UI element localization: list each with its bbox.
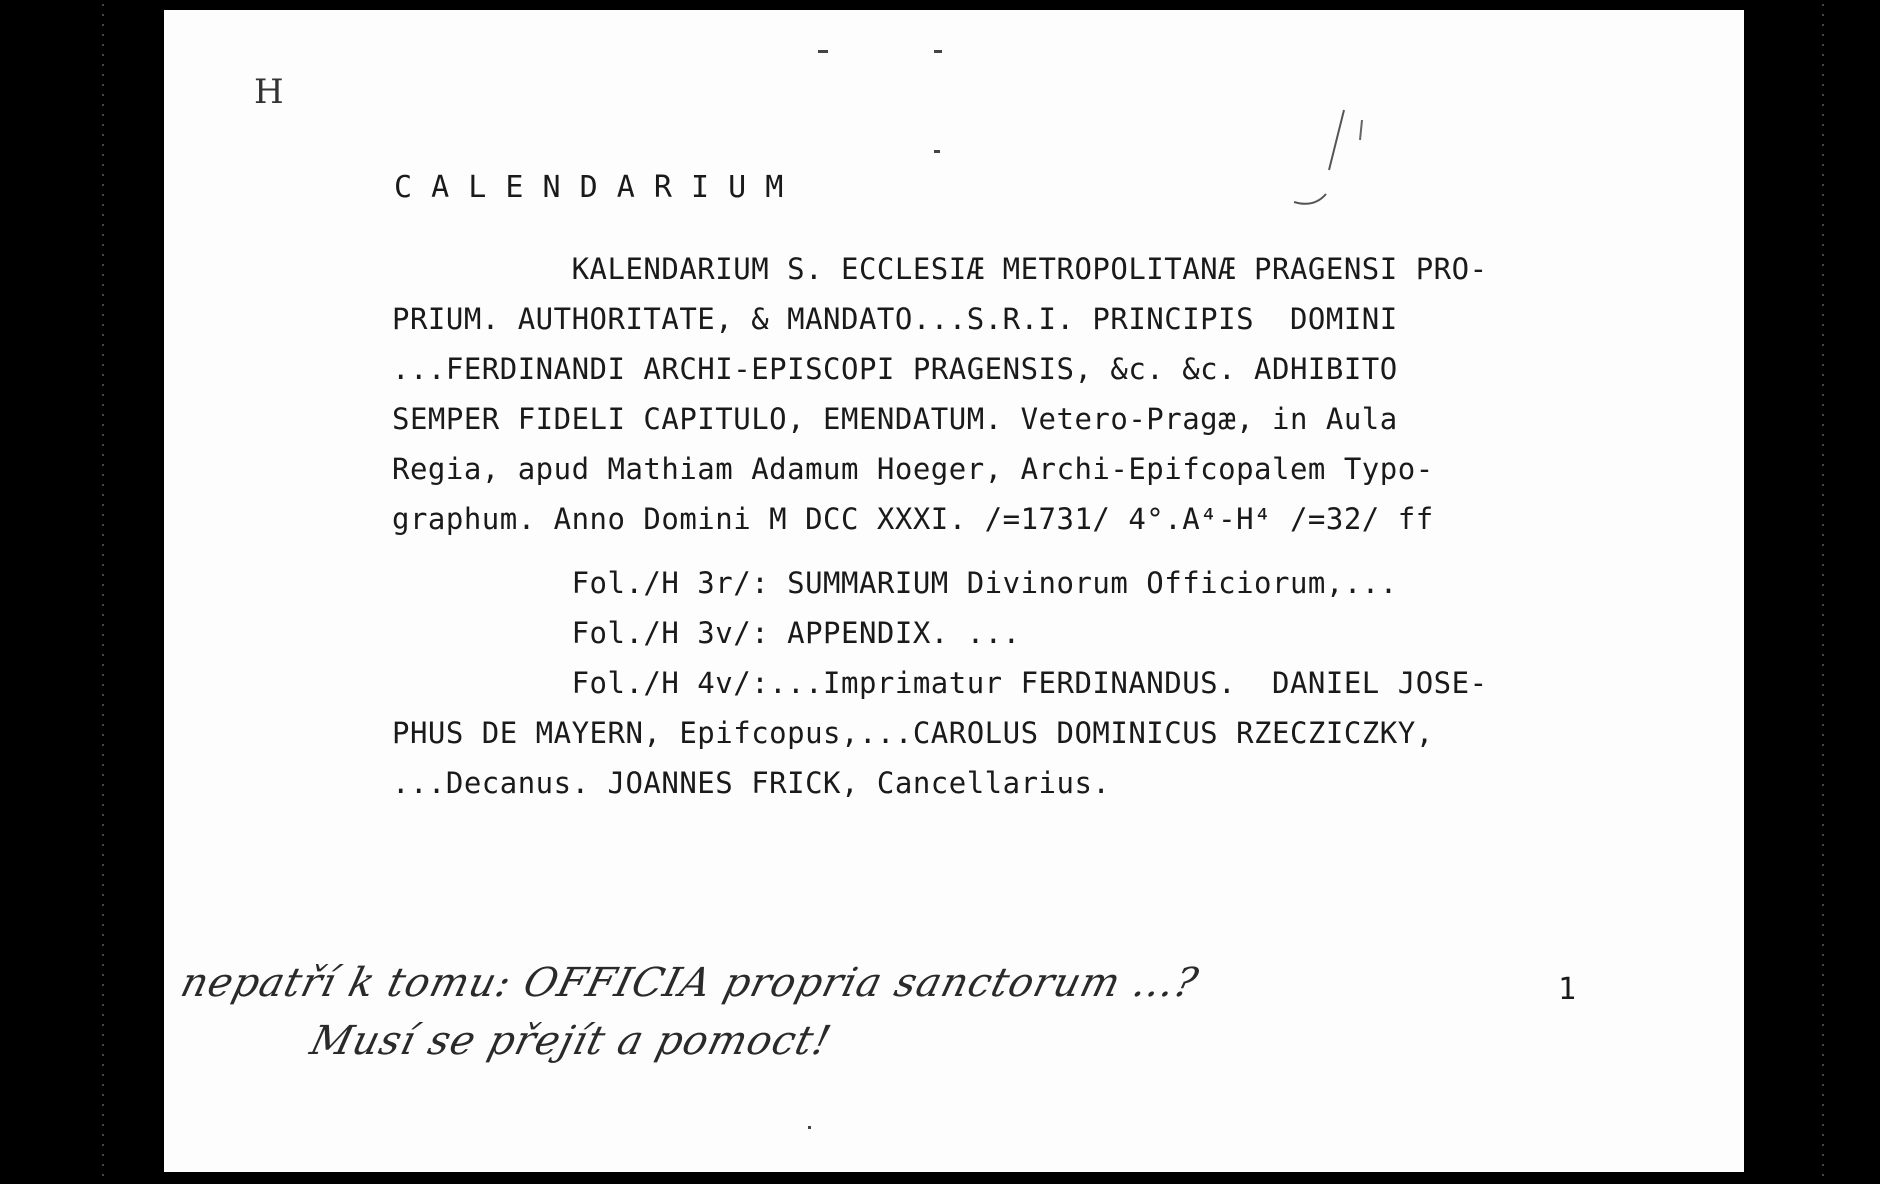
scan-speck xyxy=(934,50,942,53)
scan-speck xyxy=(808,1126,811,1129)
description-line: graphum. Anno Domini M DCC XXXI. /=1731/ 4°.A⁴-H⁴ /=32/ ff xyxy=(392,502,1434,536)
handwritten-note-line: nepatří k tomu: OFFICIA propria sanctorum ...? xyxy=(176,960,1204,1006)
ink-stroke-mark xyxy=(1264,90,1404,220)
folio-line: Fol./H 3v/: APPENDIX. ... xyxy=(392,616,1021,650)
scan-speck xyxy=(818,50,828,53)
folio-line: PHUS DE MAYERN, Epifcopus,...CAROLUS DOMINICUS RZECZICZKY, xyxy=(392,716,1434,750)
card-heading: C A L E N D A R I U M xyxy=(394,170,784,205)
scan-speck xyxy=(934,150,940,153)
description-line: SEMPER FIDELI CAPITULO, EMENDATUM. Vetero-Pragæ, in Aula xyxy=(392,402,1398,436)
description-line: Regia, apud Mathiam Adamum Hoeger, Archi-Epifcopalem Typo- xyxy=(392,452,1434,486)
folio-line: Fol./H 3r/: SUMMARIUM Divinorum Officiorum,... xyxy=(392,566,1398,600)
description-line: ...FERDINANDI ARCHI-EPISCOPI PRAGENSIS, &c. &c. ADHIBITO xyxy=(392,352,1398,386)
folio-line: ...Decanus. JOANNES FRICK, Cancellarius. xyxy=(392,766,1111,800)
right-scan-edge xyxy=(1820,0,1826,1184)
left-scan-edge xyxy=(100,0,106,1184)
page-number: 1 xyxy=(1558,972,1577,1007)
handwritten-note-line: Musí se přejít a pomoct! xyxy=(278,1018,837,1064)
description-line: KALENDARIUM S. ECCLESIÆ METROPOLITANÆ PRAGENSI PRO- xyxy=(392,252,1488,286)
folio-line: Fol./H 4v/:...Imprimatur FERDINANDUS. DANIEL JOSE- xyxy=(392,666,1488,700)
corner-mark: H xyxy=(254,72,284,112)
description-line: PRIUM. AUTHORITATE, & MANDATO...S.R.I. PRINCIPIS DOMINI xyxy=(392,302,1398,336)
catalog-card xyxy=(164,10,1744,1172)
